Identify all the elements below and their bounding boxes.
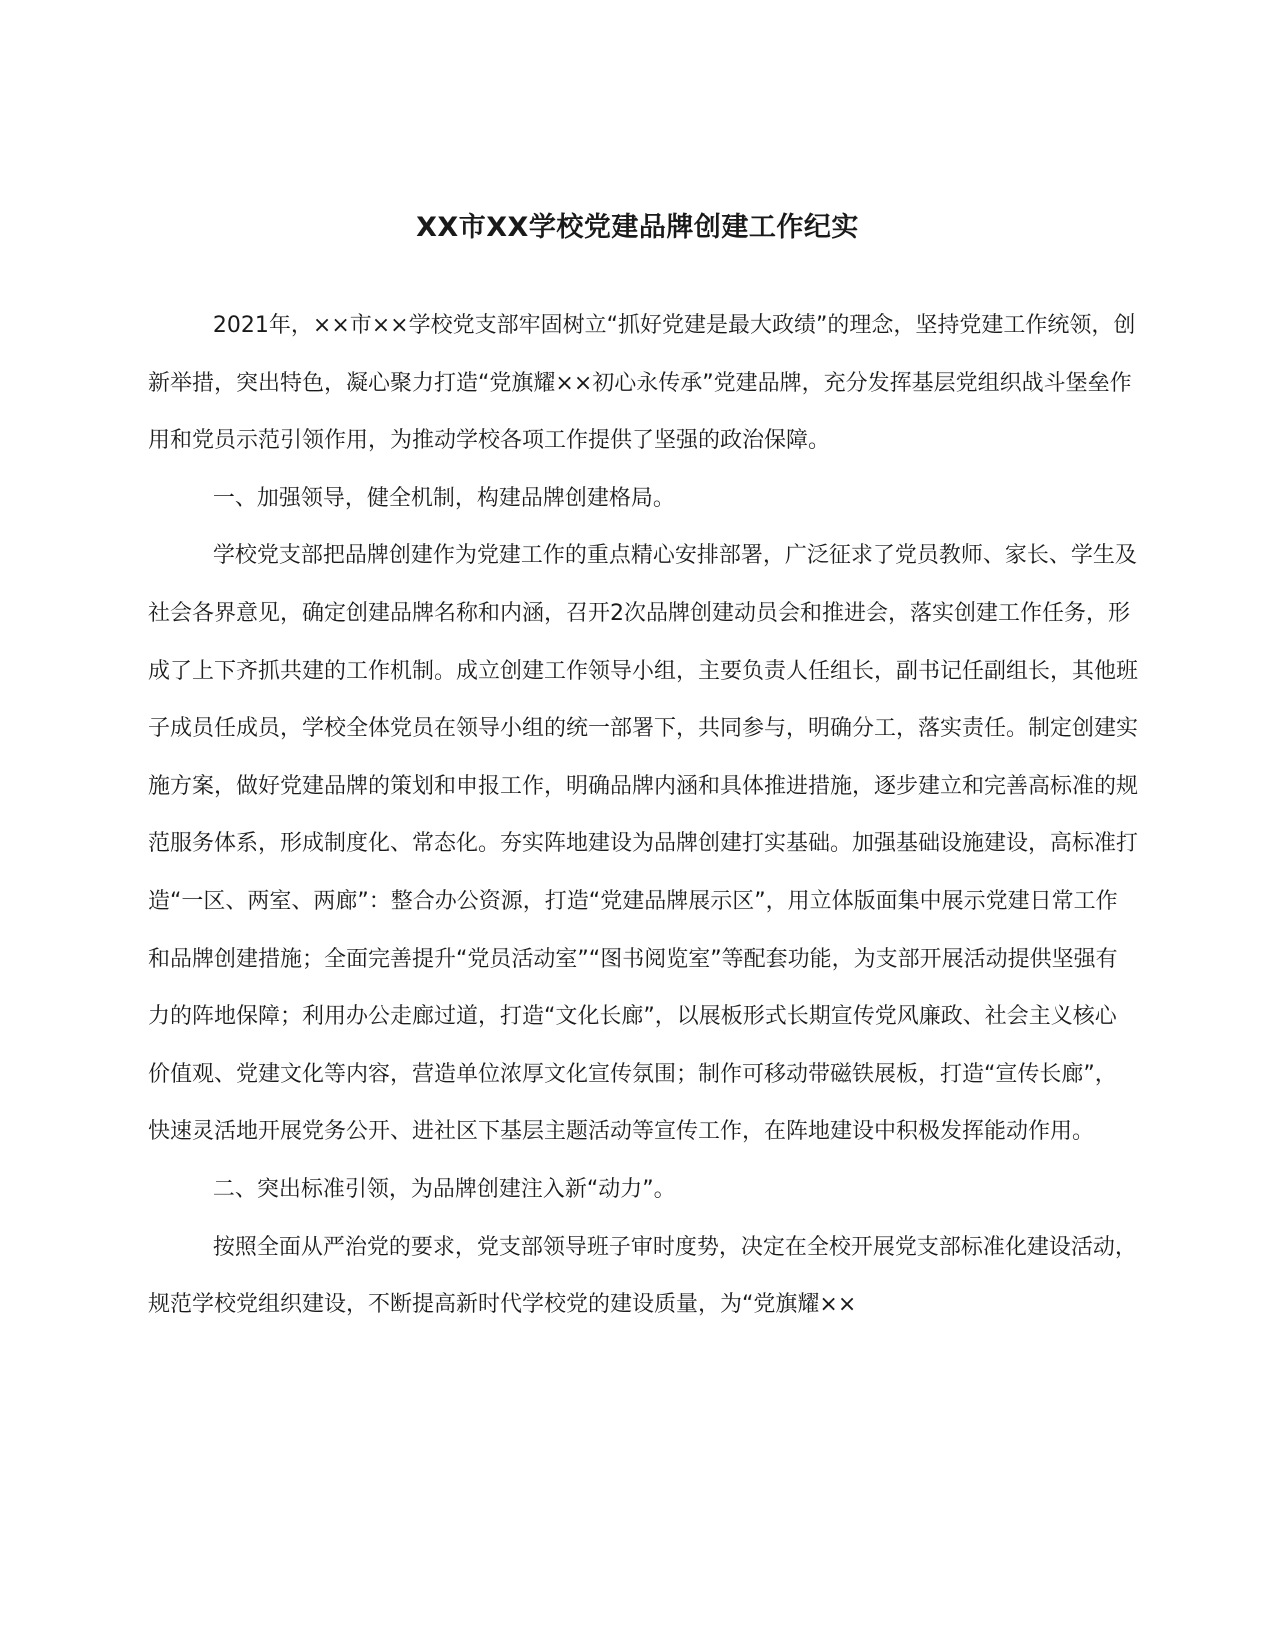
section-heading-2: 二、突出标准引领，为品牌创建注入新“动力”。 <box>212 1176 676 1202</box>
section-1-paragraph: 学校党支部把品牌创建作为党建工作的重点精心安排部署，广泛征求了党员教师、家长、学生及社会各界意见，确定创建品牌名称和内涵，召开2次品牌创建动员会和推进会，落实创建工作任务，形成了上下齐抓共建的工作机制。成立创建工作领导小组，主要负责人任组长，副书记任副组长，其他班子成员任成员，学校全体党员在领导小组的统一部署下，共同参与，明确分工，落实责任。制定创建实施方案，做好党建品牌的策划和申报工作，明确品牌内涵和具体推进措施，逐步建立和完善高标准的规范服务体系，形成制度化、常态化。夯实阵地建设为品牌创建打实基础。加强基础设施建设，高标准打造“一区、两室、两廊”：整合办公资源，打造“党建品牌展示区”，用立体版面集中展示党建日常工作和品牌创建措施；全面完善提升“党员活动室”“图书阅览室”等配套功能，为支部开展活动提供坚强有力的阵地保障；利用办公走廊过道，打造“文化长廊”，以展板形式长期宣传党风廉政、社会主义核心价值观、党建文化等内容，营造单位浓厚文化宣传氛围；制作可移动带磁铁展板，打造“宣传长廊”，快速灵活地开展党务公开、进社区下基层主题活动等宣传工作，在阵地建设中积极发挥能动作用。 <box>148 543 1139 1145</box>
section-2-paragraph: 按照全面从严治党的要求，党支部领导班子审时度势，决定在全校开展党支部标准化建设活动，规范学校党组织建设，不断提高新时代学校党的建设质量，为“党旗耀×× <box>148 1234 1137 1318</box>
document-title: XX市XX学校党建品牌创建工作纪实 <box>416 212 859 243</box>
section-heading-1: 一、加强领导，健全机制，构建品牌创建格局。 <box>212 485 675 511</box>
intro-paragraph: 2021年，××市××学校党支部牢固树立“抓好党建是最大政绩”的理念，坚持党建工作统领，创新举措，突出特色，凝心聚力打造“党旗耀××初心永传承”党建品牌，充分发挥基层党组织战斗堡垒作用和党员示范引领作用，为推动学校各项工作提供了坚强的政治保障。 <box>148 313 1136 454</box>
document-body <box>148 297 1138 1334</box>
